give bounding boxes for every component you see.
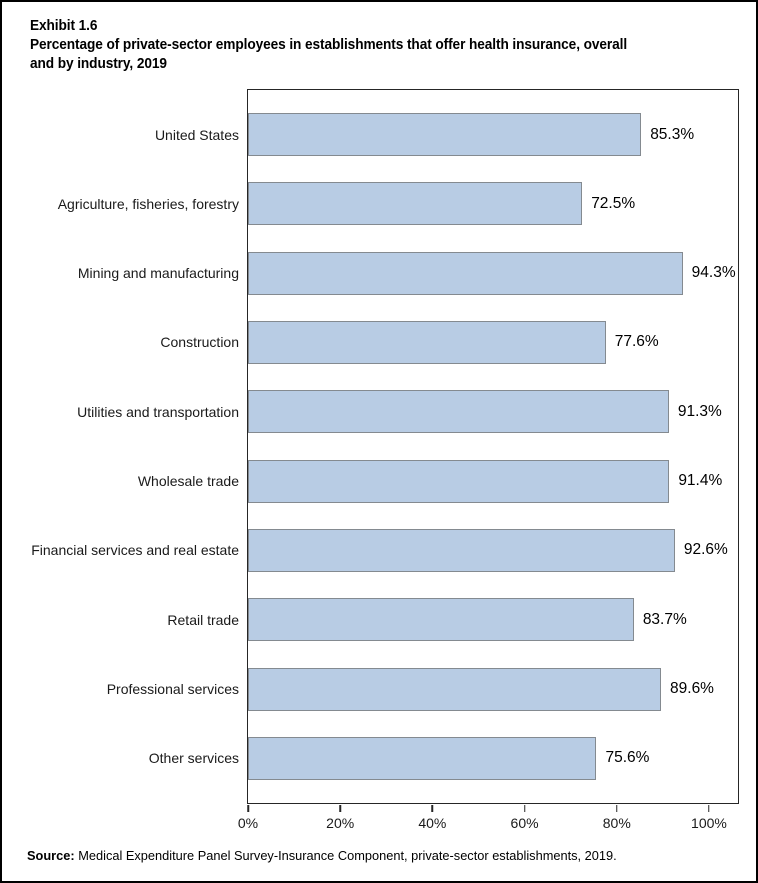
title-line-continued: and by industry, 2019 [30,55,167,72]
value-label: 77.6% [614,333,659,351]
category-label: Mining and manufacturing [77,265,239,282]
x-axis-tick-label: 0% [237,815,259,831]
category-label: Agriculture, fisheries, forestry [57,195,239,212]
bar-row [137,460,738,503]
x-axis-tick [524,805,526,812]
plot-area [31,89,739,804]
bar-row [154,113,738,156]
x-axis [237,805,738,839]
category-label: United States [154,126,239,143]
bar-row [148,737,738,780]
x-axis-tick [247,805,249,812]
value-label: 89.6% [670,680,714,698]
category-label: Financial services and real estate [31,542,239,559]
x-axis-tick-label: 80% [602,815,631,831]
x-axis-tick-label: 40% [418,815,447,831]
category-label: Other services [148,750,239,767]
x-axis-tick [708,805,710,812]
x-axis-tick [432,805,434,812]
x-axis-tick [616,805,618,812]
source-text: Medical Expenditure Panel Survey-Insurance Component, private-sector establishments, 2019. [78,848,617,863]
bar [248,668,661,711]
category-label: Utilities and transportation [77,403,239,420]
bar [248,460,669,503]
category-label: Professional services [106,681,239,698]
category-label: Retail trade [167,611,239,628]
bar [248,390,669,433]
title-line-exhibit-number: Exhibit 1.6 [30,17,98,34]
bar [248,113,641,156]
bar-row [31,529,738,572]
title-line-main: Percentage of private-sector employees in establishments that offer health insurance, overall [30,36,628,53]
bar-row [160,321,738,364]
bar-row [77,252,738,295]
value-label: 72.5% [591,194,636,212]
bar-row [77,390,738,433]
bar [248,182,582,225]
x-axis-tick-label: 100% [691,815,727,831]
x-axis-tick [339,805,341,812]
value-label: 91.3% [677,402,722,420]
chart-title [30,16,627,73]
value-label: 94.3% [691,264,736,282]
value-label: 85.3% [650,125,695,143]
bar [248,321,606,364]
value-label: 75.6% [605,749,650,767]
source-note [27,848,617,863]
source-label: Source: [27,848,75,863]
x-axis-tick-label: 60% [510,815,539,831]
bar-row [167,598,738,641]
category-label: Construction [160,334,239,351]
bar-row [106,668,738,711]
category-label: Wholesale trade [137,473,239,490]
bar [248,529,675,572]
bar [248,252,683,295]
bar [248,737,596,780]
value-label: 83.7% [642,610,687,628]
bar [248,598,634,641]
bar-row [57,182,738,225]
value-label: 92.6% [683,541,728,559]
value-label: 91.4% [678,472,723,490]
x-axis-tick-label: 20% [326,815,355,831]
